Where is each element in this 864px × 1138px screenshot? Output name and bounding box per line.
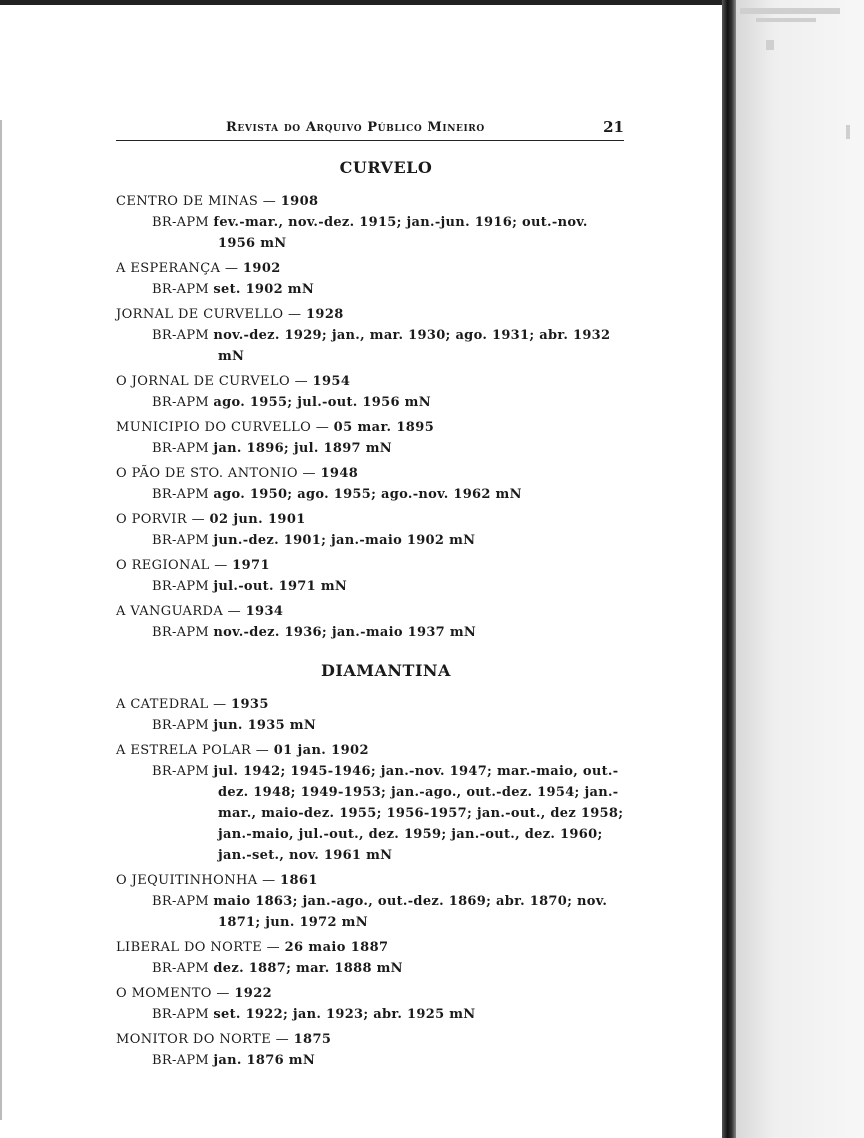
entry-title: A VANGUARDA — 1934 — [116, 604, 284, 619]
holding-continuation: jan.-maio, jul.-out., dez. 1959; jan.-out., dez. 1960; — [218, 827, 603, 842]
founding-date: 1934 — [245, 604, 284, 619]
page-top-edge — [0, 0, 730, 5]
newspaper-name: A ESPERANÇA — [116, 261, 221, 276]
catalog-entry — [116, 509, 624, 551]
holding-institution: BR-APM — [152, 718, 209, 733]
catalog-content — [116, 158, 624, 1075]
holding-line — [152, 438, 624, 459]
running-header — [116, 118, 624, 141]
holding-institution: BR-APM — [152, 328, 209, 343]
founding-date: 05 mar. 1895 — [333, 420, 435, 435]
holding-record — [116, 761, 624, 866]
section-title: CURVELO — [339, 158, 433, 177]
holding-record — [116, 1004, 624, 1025]
holding-record — [116, 392, 624, 413]
founding-date: 01 jan. 1902 — [273, 743, 369, 758]
holding-text: jul.-out. 1971 mN — [213, 579, 348, 594]
holding-institution: BR-APM — [152, 764, 209, 779]
holding-institution: BR-APM — [152, 961, 209, 976]
holding-line — [152, 958, 624, 979]
catalog-entry — [116, 601, 624, 643]
holding-text: ago. 1955; jul.-out. 1956 mN — [213, 395, 431, 410]
holding-line — [152, 1050, 624, 1071]
entry-title: MUNICIPIO DO CURVELLO — 05 mar. 1895 — [116, 420, 435, 435]
holding-text: set. 1902 mN — [213, 282, 315, 297]
founding-date: 1861 — [280, 873, 318, 888]
holding-line — [152, 484, 624, 505]
holding-line — [152, 212, 624, 233]
holding-record — [116, 438, 624, 459]
founding-date: 1908 — [280, 194, 319, 209]
newspaper-name: MONITOR DO NORTE — [116, 1032, 272, 1047]
newspaper-name: LIBERAL DO NORTE — [116, 940, 263, 955]
page-number: 21 — [603, 118, 624, 136]
holding-text: nov.-dez. 1929; jan., mar. 1930; ago. 1931; abr. 1932 — [213, 328, 611, 343]
founding-date: 1902 — [242, 261, 281, 276]
holding-institution: BR-APM — [152, 487, 209, 502]
catalog-entry — [116, 191, 624, 254]
holding-record — [116, 622, 624, 643]
newspaper-name: A VANGUARDA — [116, 604, 224, 619]
catalog-entry — [116, 740, 624, 866]
holding-line — [152, 622, 624, 643]
catalog-entry — [116, 555, 624, 597]
holding-text: jul. 1942; 1945-1946; jan.-nov. 1947; mar.-maio, out.- — [213, 764, 619, 779]
entry-title: LIBERAL DO NORTE — 26 maio 1887 — [116, 940, 389, 955]
entry-title: O PORVIR — 02 jun. 1901 — [116, 512, 306, 527]
entry-title: A CATEDRAL — 1935 — [116, 697, 269, 712]
newspaper-name: CENTRO DE MINAS — [116, 194, 259, 209]
newspaper-name: O JORNAL DE CURVELO — [116, 374, 291, 389]
holding-line — [152, 279, 624, 300]
holding-record — [116, 891, 624, 933]
founding-date: 1948 — [320, 466, 359, 481]
newspaper-name: O PORVIR — [116, 512, 188, 527]
holding-continuation: dez. 1948; 1949-1953; jan.-ago., out.-dez. 1954; jan.- — [218, 785, 619, 800]
holding-record — [116, 530, 624, 551]
catalog-entry — [116, 371, 624, 413]
entry-title: O REGIONAL — 1971 — [116, 558, 270, 573]
founding-date: 1922 — [234, 986, 273, 1001]
holding-text: ago. 1950; ago. 1955; ago.-nov. 1962 mN — [213, 487, 522, 502]
holding-line — [152, 891, 624, 912]
holding-text: fev.-mar., nov.-dez. 1915; jan.-jun. 1916; out.-nov. — [213, 215, 588, 230]
holding-record — [116, 484, 624, 505]
holding-institution: BR-APM — [152, 441, 209, 456]
founding-date: 1935 — [231, 697, 269, 712]
catalog-entry — [116, 304, 624, 367]
founding-date: 1954 — [312, 374, 351, 389]
holding-line — [152, 1004, 624, 1025]
newspaper-name: A ESTRELA POLAR — [116, 743, 252, 758]
holding-record — [116, 212, 624, 254]
catalog-entry — [116, 258, 624, 300]
newspaper-name: O JEQUITINHONHA — [116, 873, 258, 888]
holding-record — [116, 576, 624, 597]
holding-continuation: jan.-set., nov. 1961 mN — [218, 848, 393, 863]
catalog-entry — [116, 937, 624, 979]
holding-text: jan. 1896; jul. 1897 mN — [213, 441, 392, 456]
catalog-entry — [116, 983, 624, 1025]
holding-line — [152, 325, 624, 346]
holding-institution: BR-APM — [152, 579, 209, 594]
holding-record — [116, 715, 624, 736]
catalog-entry — [116, 417, 624, 459]
holding-record — [116, 279, 624, 300]
holding-line — [152, 392, 624, 413]
catalog-entry — [116, 1029, 624, 1071]
holding-line — [152, 715, 624, 736]
holding-institution: BR-APM — [152, 215, 209, 230]
holding-line — [152, 530, 624, 551]
holding-institution: BR-APM — [152, 894, 209, 909]
newspaper-name: A CATEDRAL — [116, 697, 209, 712]
newspaper-name: O PÃO DE STO. ANTONIO — [116, 466, 298, 481]
founding-date: 1928 — [305, 307, 344, 322]
founding-date: 1875 — [293, 1032, 332, 1047]
founding-date: 02 jun. 1901 — [209, 512, 306, 527]
adjacent-page-margin — [736, 0, 864, 1138]
holding-text: maio 1863; jan.-ago., out.-dez. 1869; abr. 1870; nov. — [213, 894, 608, 909]
holding-line — [152, 761, 624, 782]
entry-title: CENTRO DE MINAS — 1908 — [116, 194, 319, 209]
holding-text: jun. 1935 mN — [213, 718, 317, 733]
section-title: DIAMANTINA — [321, 661, 451, 680]
holding-continuation: 1956 mN — [218, 236, 287, 251]
holding-institution: BR-APM — [152, 625, 209, 640]
holding-text: set. 1922; jan. 1923; abr. 1925 mN — [213, 1007, 476, 1022]
catalog-entry — [116, 870, 624, 933]
holding-institution: BR-APM — [152, 395, 209, 410]
holding-institution: BR-APM — [152, 1053, 209, 1068]
newspaper-name: O MOMENTO — [116, 986, 212, 1001]
entry-title: A ESTRELA POLAR — 01 jan. 1902 — [116, 743, 369, 758]
holding-institution: BR-APM — [152, 1007, 209, 1022]
holding-continuation: mN — [218, 349, 245, 364]
holding-continuation: 1871; jun. 1972 mN — [218, 915, 368, 930]
holding-continuation: mar., maio-dez. 1955; 1956-1957; jan.-out., dez 1958; — [218, 806, 624, 821]
founding-date: 1971 — [232, 558, 270, 573]
newspaper-name: MUNICIPIO DO CURVELLO — [116, 420, 312, 435]
page-left-edge — [0, 120, 2, 1120]
catalog-entry — [116, 694, 624, 736]
entry-title: O PÃO DE STO. ANTONIO — 1948 — [116, 466, 359, 481]
holding-text: jan. 1876 mN — [213, 1053, 315, 1068]
holding-record — [116, 325, 624, 367]
entry-title: O JEQUITINHONHA — 1861 — [116, 873, 318, 888]
entry-title: O JORNAL DE CURVELO — 1954 — [116, 374, 351, 389]
running-title: Revista do Arquivo Público Mineiro — [226, 120, 485, 135]
founding-date: 26 maio 1887 — [284, 940, 389, 955]
entry-title: A ESPERANÇA — 1902 — [116, 261, 281, 276]
entry-title: MONITOR DO NORTE — 1875 — [116, 1032, 332, 1047]
newspaper-name: JORNAL DE CURVELLO — [116, 307, 284, 322]
holding-record — [116, 958, 624, 979]
holding-institution: BR-APM — [152, 282, 209, 297]
entry-title: JORNAL DE CURVELLO — 1928 — [116, 307, 344, 322]
holding-record — [116, 1050, 624, 1071]
holding-institution: BR-APM — [152, 533, 209, 548]
catalog-entry — [116, 463, 624, 505]
holding-text: jun.-dez. 1901; jan.-maio 1902 mN — [213, 533, 476, 548]
holding-text: dez. 1887; mar. 1888 mN — [213, 961, 403, 976]
newspaper-name: O REGIONAL — [116, 558, 210, 573]
entry-title: O MOMENTO — 1922 — [116, 986, 273, 1001]
book-gutter — [722, 0, 736, 1138]
holding-text: nov.-dez. 1936; jan.-maio 1937 mN — [213, 625, 477, 640]
holding-line — [152, 576, 624, 597]
